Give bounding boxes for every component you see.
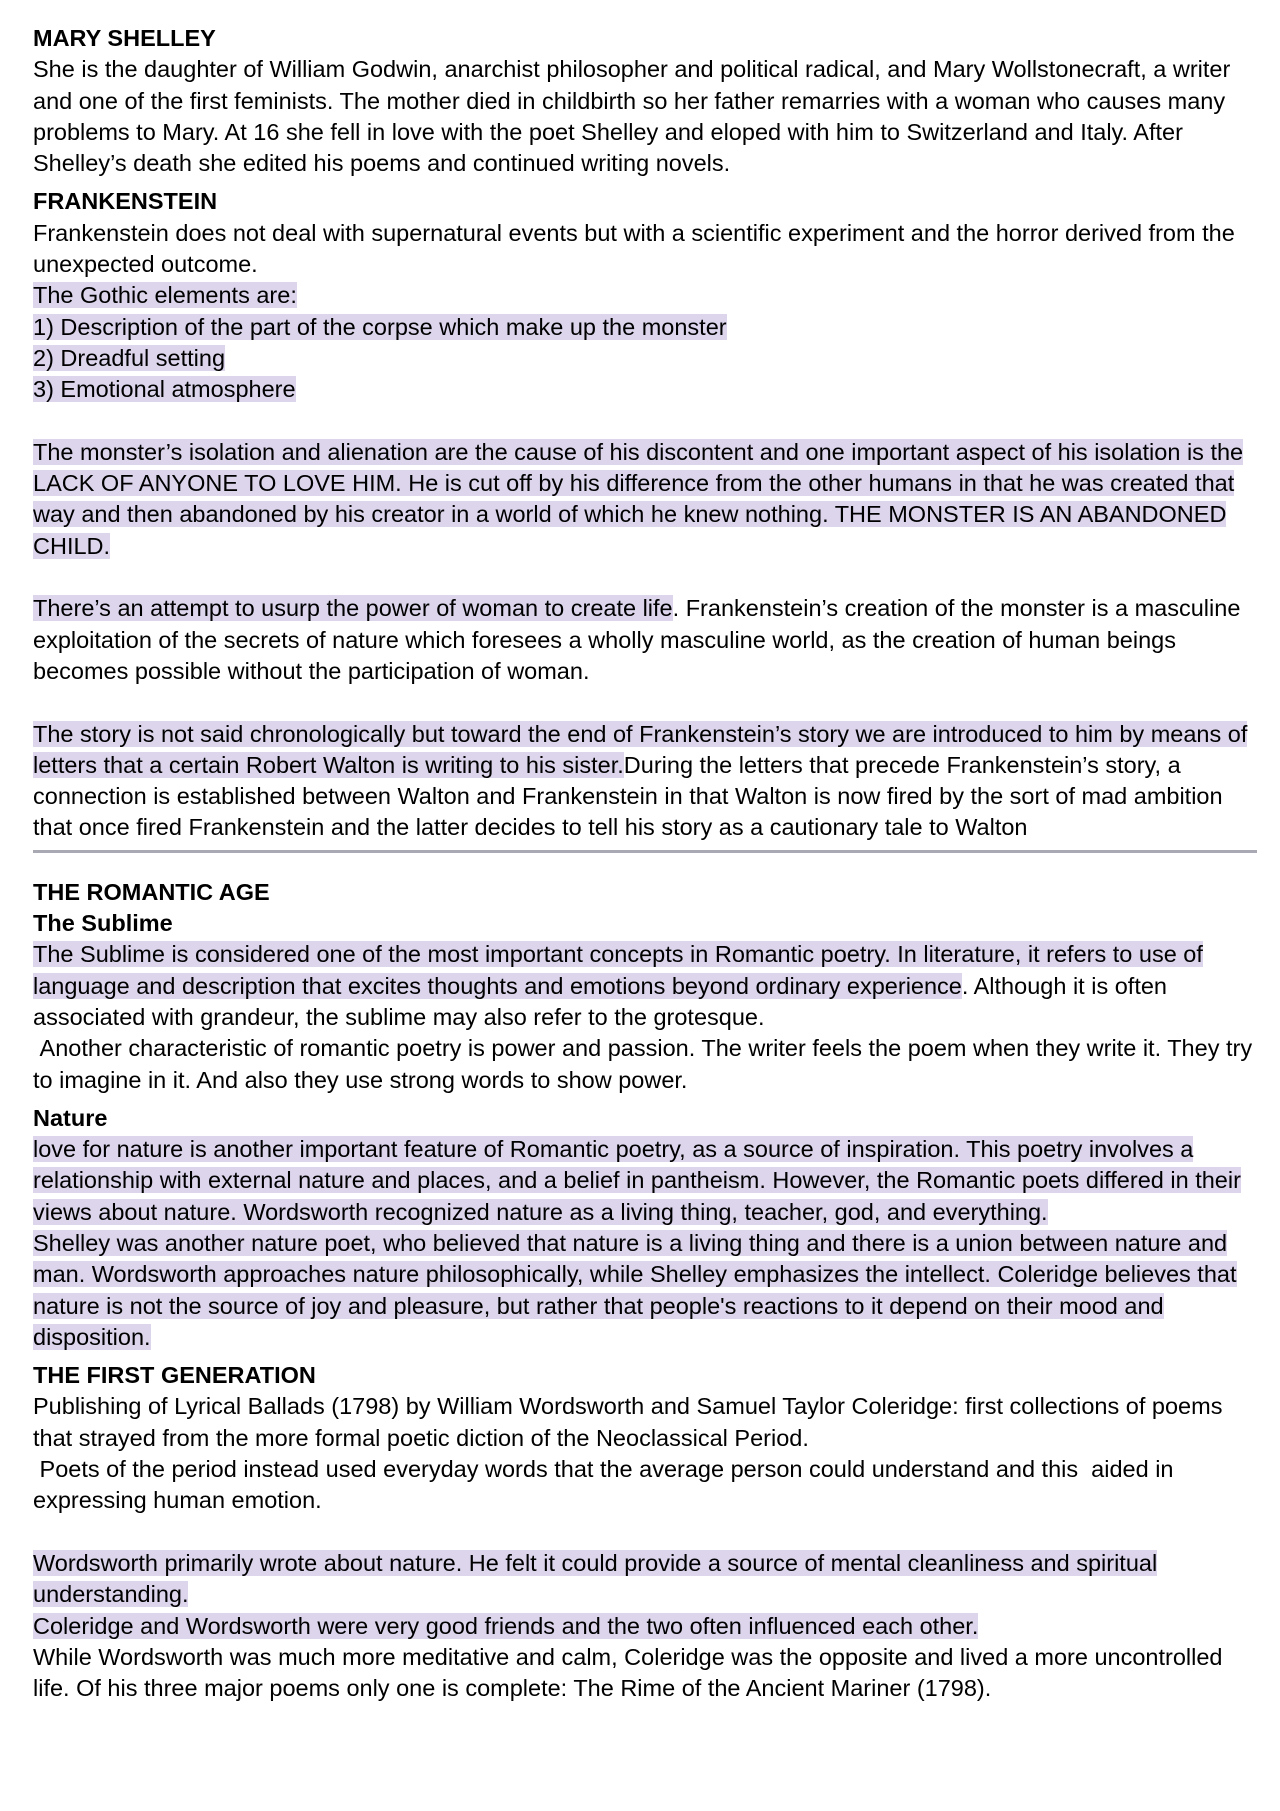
document-page bbox=[33, 23, 1257, 1704]
power-passion-para: Another characteristic of romantic poetry is power and passion. The writer feels the poem when they write it. They try to imagine in it. And also they use strong words to show power. bbox=[33, 1035, 1259, 1093]
sublime-highlight: The Sublime is considered one of the most important concepts in Romantic poetry. In literature, it refers to use of language and description that excites thoughts and emotions beyond ordinary experience bbox=[33, 941, 1203, 999]
heading-sublime: The Sublime bbox=[33, 910, 173, 937]
gothic-item-3: 3) Emotional atmosphere bbox=[33, 376, 296, 403]
lyrical-ballads-para: Publishing of Lyrical Ballads (1798) by William Wordsworth and Samuel Taylor Coleridge: first collections of poems that strayed from the more formal poetic diction of the Neoclassical Period. bbox=[33, 1393, 1223, 1451]
usurp-power-rest: . Frankenstein’s creation of the monster is a masculine exploitation of the secrets of nature which foresees a wholly masculine world, as the creation of human beings becomes possible without the participation of woman. bbox=[33, 595, 1241, 684]
story-structure-rest: During the letters that precede Frankenstein’s story, a connection is established between Walton and Frankenstein in that Walton is now fired by the sort of mad ambition that once fired Frankenstein and the latter decides to tell his story as a cautionary tale to Walton bbox=[33, 751, 1223, 841]
monster-isolation-highlight: The monster’s isolation and alienation are the cause of his discontent and one important aspect of his isolation is the LACK OF ANYONE TO LOVE HIM. He is cut off by his difference from the other humans in that he was created that way and then abandoned by his creator in a world of which he knew nothing. THE MONSTER IS AN ABANDONED CHILD. bbox=[33, 438, 1244, 559]
heading-mary-shelley: MARY SHELLEY bbox=[33, 25, 216, 51]
story-structure-para bbox=[33, 719, 1257, 844]
nature-para-1 bbox=[33, 1134, 1257, 1228]
nature-para-2 bbox=[33, 1228, 1257, 1353]
section-divider bbox=[33, 850, 1257, 853]
gothic-elements-list bbox=[33, 280, 1257, 405]
nature-para-2-highlight: Shelley was another nature poet, who believed that nature is a living thing and there is a union between nature and man. Wordsworth approaches nature philosophically, while Shelley emphasizes the intellect. Coleridge believes that nature is not the source of joy and pleasure, but rather that people's reactions to it depend on their mood and disposition. bbox=[33, 1229, 1237, 1350]
friends-para bbox=[33, 1611, 1257, 1642]
usurp-power-highlight: There’s an attempt to usurp the power of woman to create life bbox=[33, 595, 673, 622]
usurp-power-para bbox=[33, 593, 1257, 687]
heading-nature: Nature bbox=[33, 1104, 108, 1131]
gothic-item-1: 1) Description of the part of the corpse which make up the monster bbox=[33, 313, 727, 340]
monster-isolation-para bbox=[33, 437, 1257, 562]
gothic-item-2: 2) Dreadful setting bbox=[33, 344, 226, 371]
heading-first-generation: THE FIRST GENERATION bbox=[33, 1362, 316, 1389]
wordsworth-nature-highlight: Wordsworth primarily wrote about nature. He felt it could provide a source of mental cleanliness and spiritual understanding. bbox=[33, 1549, 1158, 1608]
gothic-elements-title: The Gothic elements are: bbox=[33, 282, 297, 309]
nature-para-1-highlight: love for nature is another important feature of Romantic poetry, as a source of inspiration. This poetry involves a relationship with external nature and places, and a belief in pantheism. However, the Romantic poets differed in their views about nature. Wordsworth recognized nature as a living thing, teacher, god, and everything. bbox=[33, 1136, 1241, 1225]
sublime-para bbox=[33, 939, 1257, 1033]
everyday-words-para: Poets of the period instead used everyday words that the average person could understand and this aided in expressing human emotion. bbox=[33, 1456, 1181, 1514]
mary-shelley-bio: She is the daughter of William Godwin, anarchist philosopher and political radical, and Mary Wollstonecraft, a writer and one of the first feminists. The mother died in childbirth so her father remarries with a woman who causes many problems to Mary. At 16 she fell in love with the poet Shelley and eloped with him to Switzerland and Italy. After Shelley’s death she edited his poems and continued writing novels. bbox=[33, 56, 1231, 177]
friends-highlight: Coleridge and Wordsworth were very good friends and the two often influenced each other. bbox=[33, 1612, 979, 1639]
frankenstein-intro: Frankenstein does not deal with supernatural events but with a scientific experiment and the horror derived from the unexpected outcome. bbox=[33, 219, 1235, 278]
sublime-rest: . Although it is often associated with grandeur, the sublime may also refer to the grotesque. bbox=[33, 972, 1167, 1030]
contrast-para: While Wordsworth was much more meditative and calm, Coleridge was the opposite and lived a more uncontrolled life. Of his three major poems only one is complete: The Rime of the Ancient Mariner (1798). bbox=[33, 1643, 1223, 1702]
story-structure-highlight: The story is not said chronologically but toward the end of Frankenstein’s story we are introduced to him by means of letters that a certain Robert Walton is writing to his sister. bbox=[33, 720, 1248, 778]
heading-frankenstein: FRANKENSTEIN bbox=[33, 188, 218, 215]
wordsworth-nature-para bbox=[33, 1548, 1257, 1611]
heading-romantic-age: THE ROMANTIC AGE bbox=[33, 878, 270, 905]
